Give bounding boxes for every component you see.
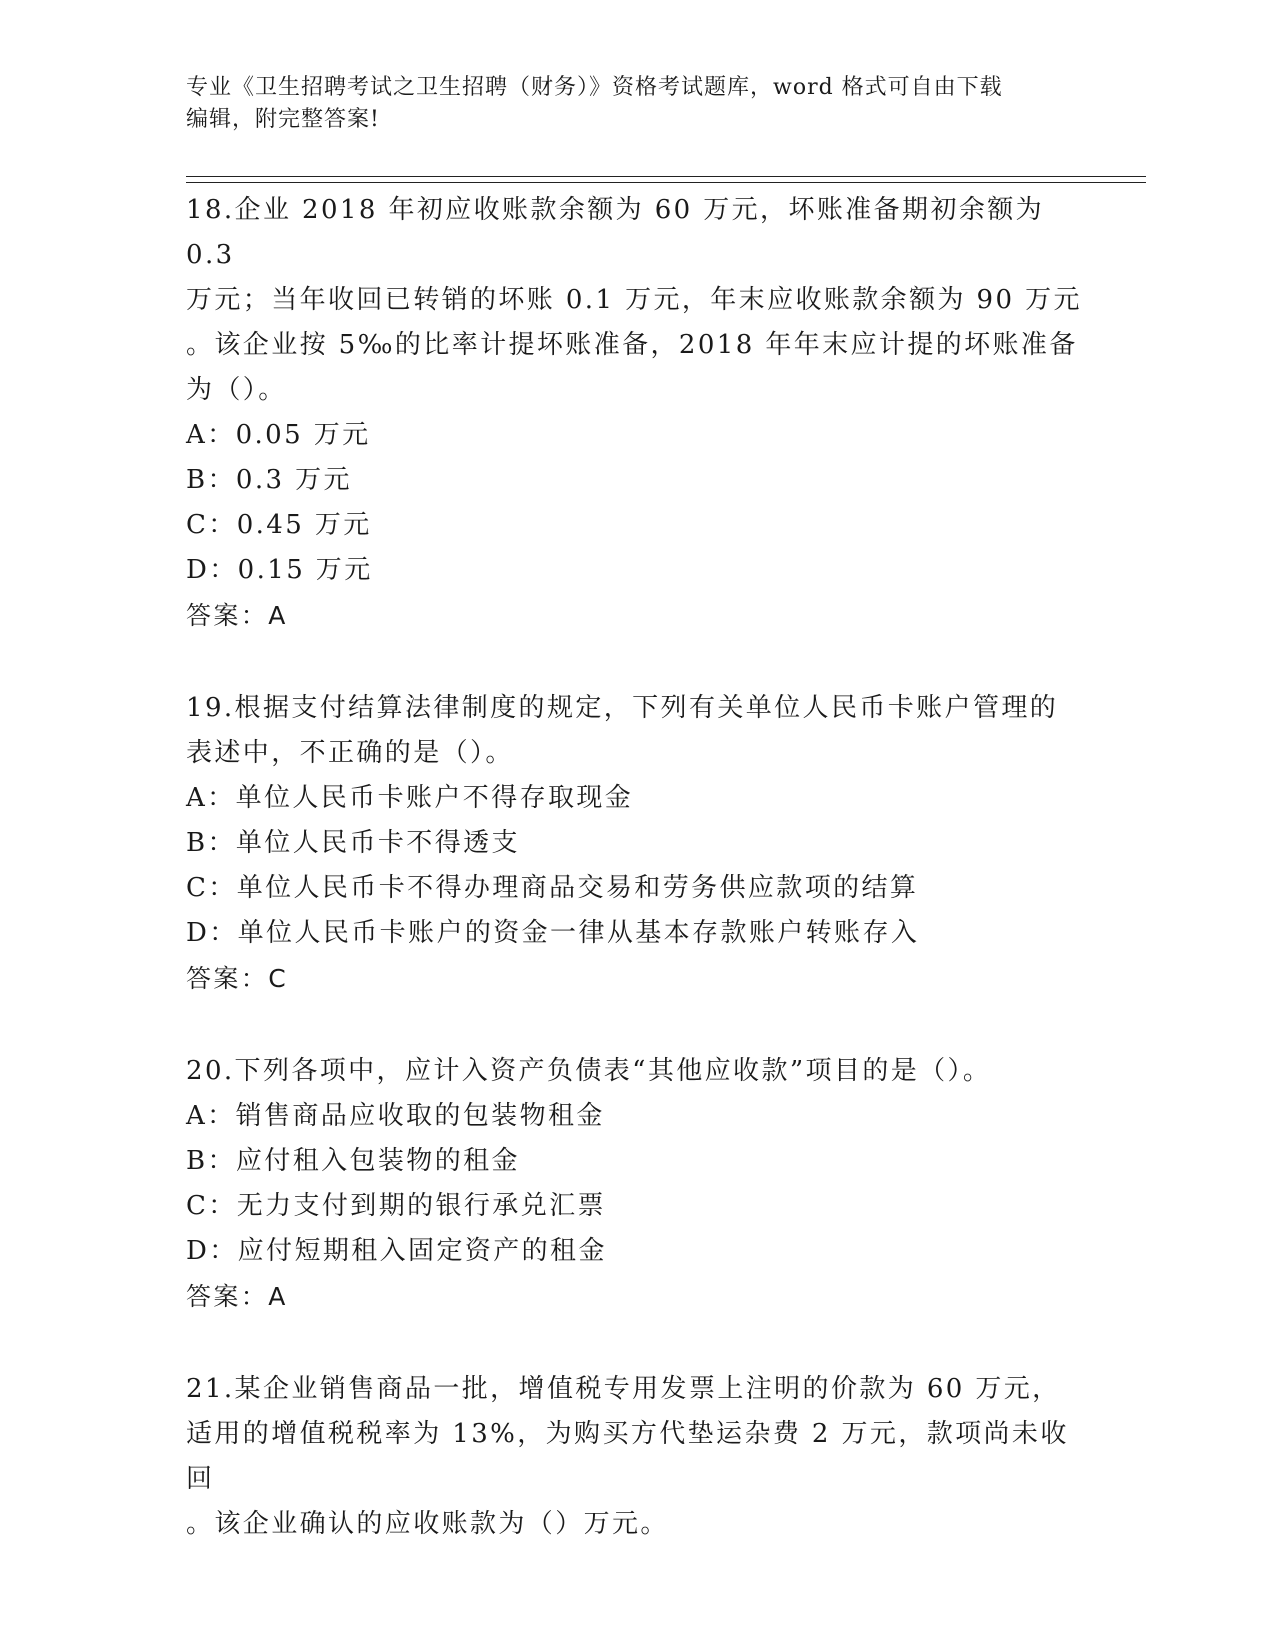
question-stem-line: 19.根据支付结算法律制度的规定，下列有关单位人民币卡账户管理的 [186, 693, 1059, 723]
option-b: B：应付租入包装物的租金 [186, 1146, 520, 1176]
question-stem-line: 适用的增值税税率为 13%，为购买方代垫运杂费 2 万元，款项尚未收回 [186, 1419, 1069, 1494]
option-d: D：应付短期租入固定资产的租金 [186, 1236, 607, 1266]
option-a: A：单位人民币卡账户不得存取现金 [186, 783, 634, 813]
question-stem-line: 为（）。 [186, 375, 287, 405]
question-spacer [186, 1001, 1086, 1049]
option-c: C：无力支付到期的银行承兑汇票 [186, 1191, 606, 1221]
option-a: A：销售商品应收取的包装物租金 [186, 1101, 605, 1131]
option-d: D：单位人民币卡账户的资金一律从基本存款账户转账存入 [186, 918, 920, 948]
answer-line: 答案：C [186, 964, 289, 993]
option-c: C：0.45 万元 [186, 510, 372, 540]
option-d: D：0.15 万元 [186, 555, 373, 585]
question-stem-line: 。该企业按 5‰的比率计提坏账准备，2018 年年末应计提的坏账准备 [186, 330, 1078, 360]
option-b: B：0.3 万元 [186, 465, 352, 495]
header-line-2: 编辑，附完整答案! [186, 107, 380, 132]
document-header [186, 72, 1066, 136]
option-b: B：单位人民币卡不得透支 [186, 828, 520, 858]
question-stem-line: 。该企业确认的应收账款为（）万元。 [186, 1509, 669, 1539]
question-spacer [186, 1319, 1086, 1367]
question-stem-line: 表述中，不正确的是（）。 [186, 738, 514, 768]
question-spacer [186, 638, 1086, 686]
question-18 [186, 188, 1086, 638]
question-21 [186, 1367, 1086, 1547]
option-c: C：单位人民币卡不得办理商品交易和劳务供应款项的结算 [186, 873, 919, 903]
question-19 [186, 686, 1086, 1001]
answer-line: 答案：A [186, 601, 288, 630]
option-a: A：0.05 万元 [186, 420, 371, 450]
answer-line: 答案：A [186, 1282, 288, 1311]
question-stem-line: 20.下列各项中，应计入资产负债表“其他应收款”项目的是（）。 [186, 1056, 992, 1086]
question-stem-line: 21.某企业销售商品一批，增值税专用发票上注明的价款为 60 万元， [186, 1374, 1061, 1404]
question-stem-line: 万元；当年收回已转销的坏账 0.1 万元，年末应收账款余额为 90 万元 [186, 285, 1082, 315]
header-divider-top [186, 176, 1146, 177]
question-20 [186, 1049, 1086, 1319]
question-stem-line: 18.企业 2018 年初应收账款余额为 60 万元，坏账准备期初余额为 0.3 [186, 195, 1055, 270]
question-list [186, 188, 1086, 1547]
header-line-1: 专业《卫生招聘考试之卫生招聘（财务）》资格考试题库，word 格式可自由下载 [186, 75, 1003, 100]
header-divider-bottom [186, 182, 1146, 183]
